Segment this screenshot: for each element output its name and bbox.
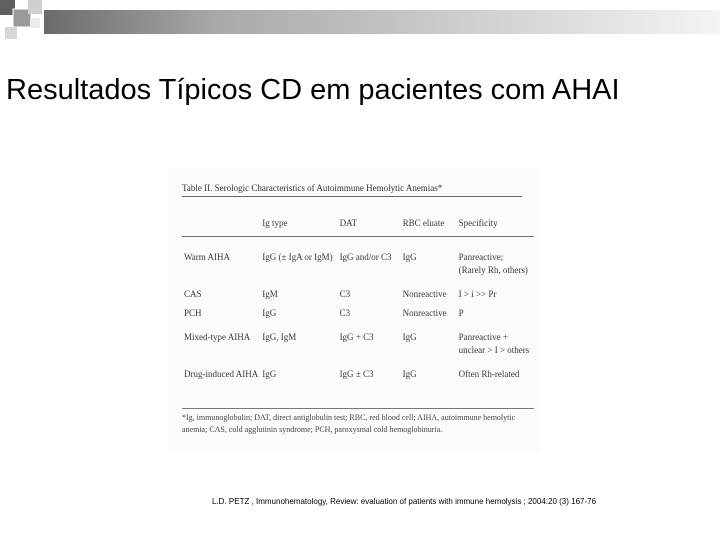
table-cell: IgG	[402, 369, 417, 379]
table-cell: IgG + C3	[339, 332, 374, 342]
table-cell: Panreactive; (Rarely Rh, others)	[458, 252, 528, 275]
table-cell: IgM	[262, 289, 278, 299]
table-row	[182, 237, 534, 281]
slide-title: Resultados Típicos CD em pacientes com AHAI	[6, 74, 620, 106]
table-header-row	[182, 212, 534, 237]
table-cell: Warm AIHA	[184, 252, 231, 262]
deco-square	[30, 18, 40, 28]
table-cell: PCH	[184, 308, 202, 318]
column-header: RBC eluate	[401, 212, 457, 237]
citation: L.D. PETZ , Immunohematology, Review: evaluation of patients with immune hemolysis ; 2004:20 (3) 167-76	[212, 497, 597, 506]
decorative-squares	[0, 0, 720, 48]
table-cell: IgG, IgM	[262, 332, 297, 342]
table-cell: C3	[339, 289, 351, 299]
table-cell: IgG	[402, 332, 417, 342]
table-cell: IgG	[402, 252, 417, 262]
table-row	[182, 323, 534, 360]
column-header	[182, 212, 260, 237]
table-row	[182, 360, 534, 384]
table-cell: Nonreactive	[402, 308, 447, 318]
table-cell: C3	[339, 308, 351, 318]
table-cell: IgG	[262, 308, 277, 318]
table-cell: IgG	[262, 369, 277, 379]
table-cell: Panreactive + unclear > I > others	[458, 332, 530, 355]
table-image	[168, 168, 540, 450]
table-cell: IgG ± C3	[339, 369, 374, 379]
table-cell: CAS	[184, 289, 202, 299]
column-header: DAT	[338, 212, 401, 237]
table-row	[182, 280, 534, 304]
table-cell: IgG (± IgA or IgM)	[262, 252, 333, 262]
deco-square	[5, 27, 17, 39]
column-header: Ig type	[260, 212, 337, 237]
table-cell: Often Rh-related	[458, 369, 520, 379]
table-cell: Mixed-type AIHA	[184, 332, 251, 342]
table-cell: Drug-induced AIHA	[184, 369, 259, 379]
column-header: Specificity	[457, 212, 534, 237]
serologic-table	[182, 212, 534, 384]
table-body	[182, 237, 534, 385]
table-footnote: *Ig, immunoglobulin; DAT, direct antiglobulin test; RBC, red blood cell; AIHA, autoimmune hemolytic anemia; CAS, cold agglutinin syndrome; PCH, paroxysmal cold hemoglobinuria.	[182, 408, 534, 436]
deco-square	[28, 0, 42, 14]
table-cell: P	[458, 308, 464, 318]
table-cell: I > i >> Pr	[458, 289, 497, 299]
table-row	[182, 304, 534, 323]
table-cell: Nonreactive	[402, 289, 447, 299]
header-stripe	[44, 10, 720, 34]
table-caption: Table II. Serologic Characteristics of Autoimmune Hemolytic Anemias*	[182, 183, 522, 197]
table-cell: IgG and/or C3	[339, 252, 392, 262]
